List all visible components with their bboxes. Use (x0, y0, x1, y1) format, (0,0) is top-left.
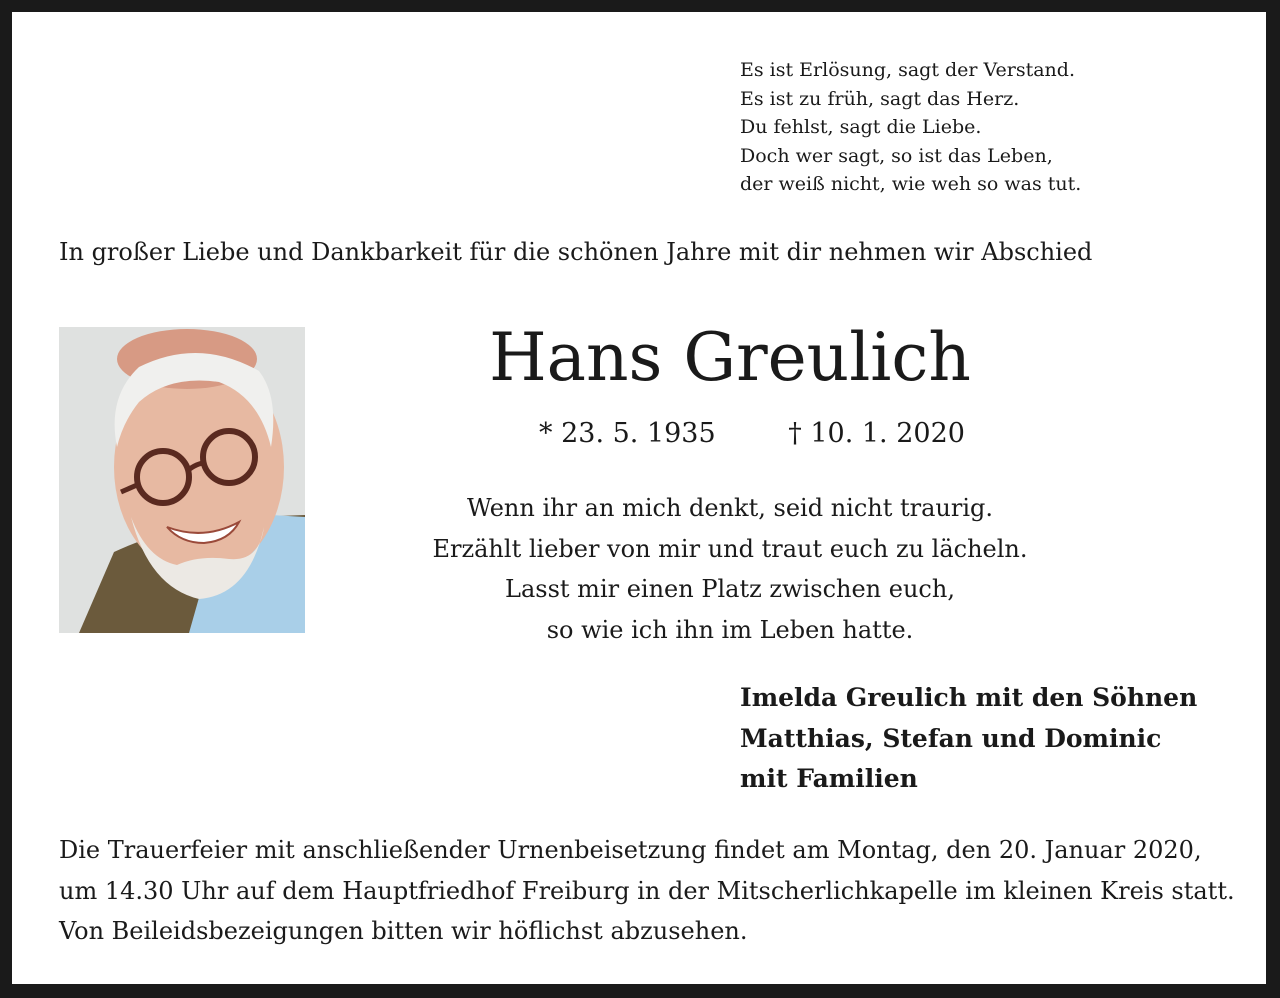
memorial-poem-line: Wenn ihr an mich denkt, seid nicht traurig. (466, 494, 994, 522)
family-line: Imelda Greulich mit den Söhnen (740, 683, 1198, 712)
opening-poem (740, 56, 1081, 199)
opening-poem-line: der weiß nicht, wie weh so was tut. (740, 173, 1082, 196)
opening-poem-line: Es ist zu früh, sagt das Herz. (740, 87, 1020, 110)
obituary-notice (12, 12, 1266, 984)
funeral-details-line: um 14.30 Uhr auf dem Hauptfriedhof Freiburg in der Mitscherlichkapelle im kleinen Kreis statt. (59, 876, 1235, 905)
memorial-poem-line: Lasst mir einen Platz zwischen euch, (505, 575, 955, 603)
opening-poem-line: Du fehlst, sagt die Liebe. (740, 116, 982, 139)
mourning-family (740, 678, 1197, 800)
birth-date: * 23. 5. 1935 (539, 418, 716, 449)
opening-poem-line: Es ist Erlösung, sagt der Verstand. (740, 59, 1075, 81)
life-dates (539, 417, 965, 451)
intro-text: In großer Liebe und Dankbarkeit für die schönen Jahre mit dir nehmen wir Abschied (59, 238, 1093, 266)
death-date: † 10. 1. 2020 (788, 418, 965, 449)
family-line: Matthias, Stefan und Dominic (740, 723, 1162, 753)
deceased-name: Hans Greulich (489, 319, 971, 396)
memorial-poem (12, 488, 1280, 650)
funeral-details (59, 830, 1235, 952)
funeral-details-line: Von Beileidsbezeigungen bitten wir höflichst abzusehen. (59, 917, 748, 945)
memorial-poem-line: so wie ich ihn im Leben hatte. (546, 615, 914, 644)
family-line: mit Familien (740, 764, 918, 793)
funeral-details-line: Die Trauerfeier mit anschließender Urnenbeisetzung findet am Montag, den 20. Januar 2020, (59, 836, 1202, 864)
memorial-poem-line: Erzählt lieber von mir und traut euch zu lächeln. (432, 534, 1028, 563)
opening-poem-line: Doch wer sagt, so ist das Leben, (740, 144, 1053, 167)
